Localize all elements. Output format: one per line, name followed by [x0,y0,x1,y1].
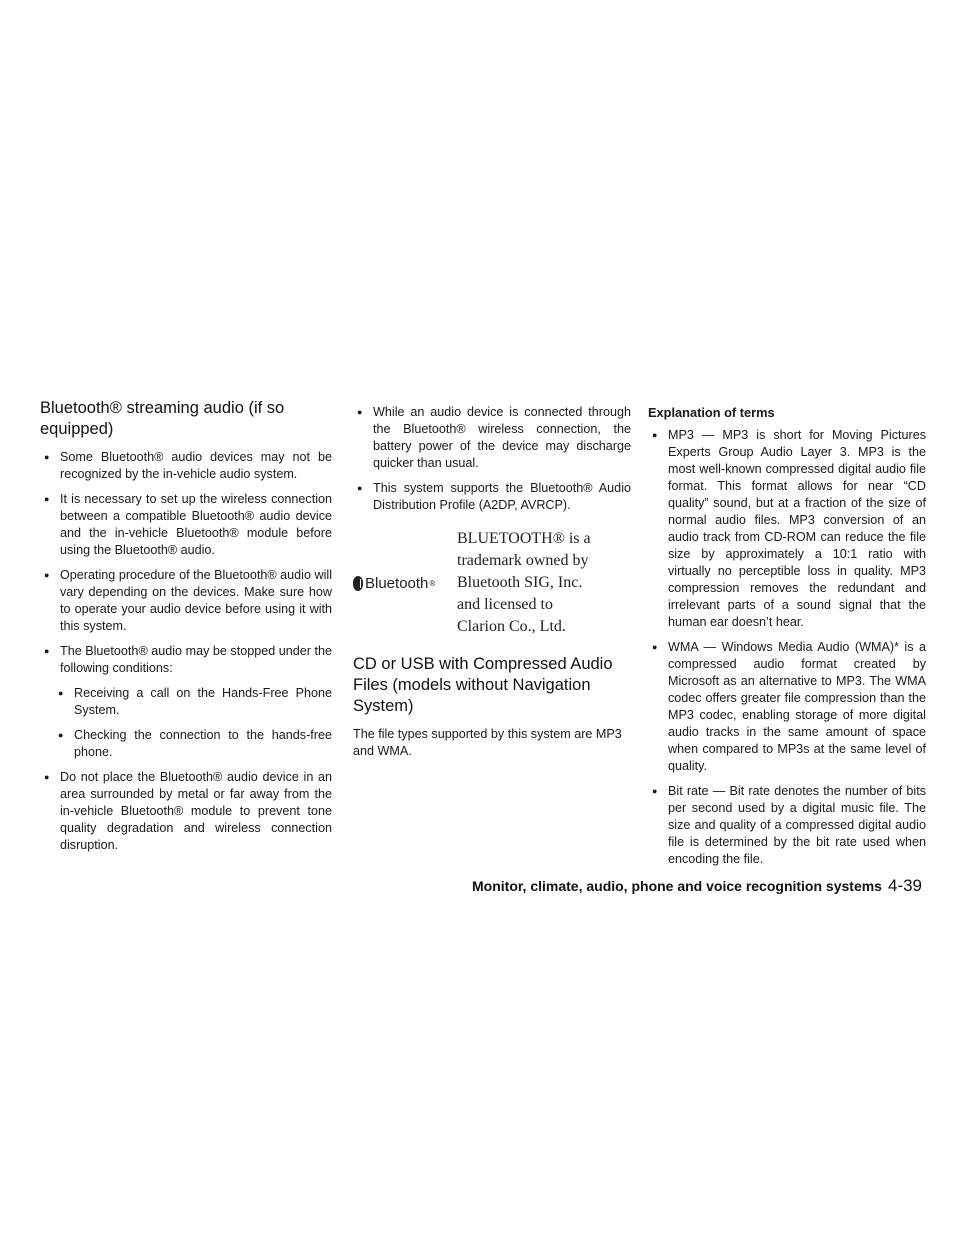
registered-mark: ® [429,578,436,588]
sub-list-item: ● Checking the connection to the hands-free phone. [54,727,332,761]
subheading-explanation-of-terms: Explanation of terms [648,405,775,420]
trademark-notice [457,528,591,638]
paragraph: The file types supported by this system are MP3 and WMA. [353,727,622,758]
bluetooth-logo-text: Bluetooth [365,574,429,592]
bluetooth-trademark-block [353,528,631,638]
column-left [40,398,332,862]
bluetooth-logo [353,575,451,592]
list-item: ● Some Bluetooth® audio devices may not be recognized by the in-vehicle audio system. [40,449,332,483]
trademark-line: Bluetooth SIG, Inc. [457,574,583,591]
list-item: ● WMA — Windows Media Audio (WMA)* is a compressed audio format created by Microsoft as an alternative to MP3. The WMA codec offers greater file compression than the MP3 codec, enabling storage of more digital audio tracks in the same amount of space when compared to MP3s at the same level of quality. [648,639,926,775]
list-item: ● It is necessary to set up the wireless connection between a compatible Bluetooth® audio device and the in-vehicle Bluetooth® module before using the Bluetooth® audio. [40,491,332,559]
bluetooth-icon [353,576,363,591]
page-number: 4-39 [887,876,922,895]
page-footer [472,876,922,896]
trademark-line: trademark owned by [457,552,589,569]
list-item: ● The Bluetooth® audio may be stopped under the following conditions: [40,643,332,677]
trademark-line: Clarion Co., Ltd. [457,618,566,635]
list-item: ● MP3 — MP3 is short for Moving Pictures Experts Group Audio Layer 3. MP3 is the most well-known compressed digital audio file format. This format allows for near “CD quality” sound, but at a fraction of the size of normal audio files. MP3 conversion of an audio track from CD-ROM can reduce the file size by approximately a 10:1 ratio with virtually no perceptible loss in quality. MP3 compression removes the redundant and irrelevant parts of a sound signal that the human ear doesn’t hear. [648,427,926,631]
list-item: ● While an audio device is connected through the Bluetooth® wireless connection, the battery power of the device may discharge quicker than usual. [353,404,631,472]
column-middle [353,404,631,768]
list-item: ● Bit rate — Bit rate denotes the number of bits per second used by a digital music file. The size and quality of a compressed digital audio file is determined by the bit rate used when encoding the file. [648,783,926,868]
sub-list-item: ● Receiving a call on the Hands-Free Phone System. [54,685,332,719]
trademark-line: and licensed to [457,596,553,613]
column-right [648,404,926,876]
section-heading-cd-usb: CD or USB with Compressed Audio Files (models without Navigation System) [353,655,613,715]
list-item: ● Do not place the Bluetooth® audio device in an area surrounded by metal or far away from the in-vehicle Bluetooth® module to prevent tone quality degradation and wireless connection disruption. [40,769,332,854]
footer-section-title: Monitor, climate, audio, phone and voice recognition systems [472,878,882,894]
list-item: ● Operating procedure of the Bluetooth® audio will vary depending on the devices. Make sure how to operate your audio device before using it with this system. [40,567,332,635]
list-item: ● This system supports the Bluetooth® Audio Distribution Profile (A2DP, AVRCP). [353,480,631,514]
trademark-line: BLUETOOTH® is a [457,530,591,547]
section-heading-bluetooth-audio: Bluetooth® streaming audio (if so equipped) [40,399,285,438]
